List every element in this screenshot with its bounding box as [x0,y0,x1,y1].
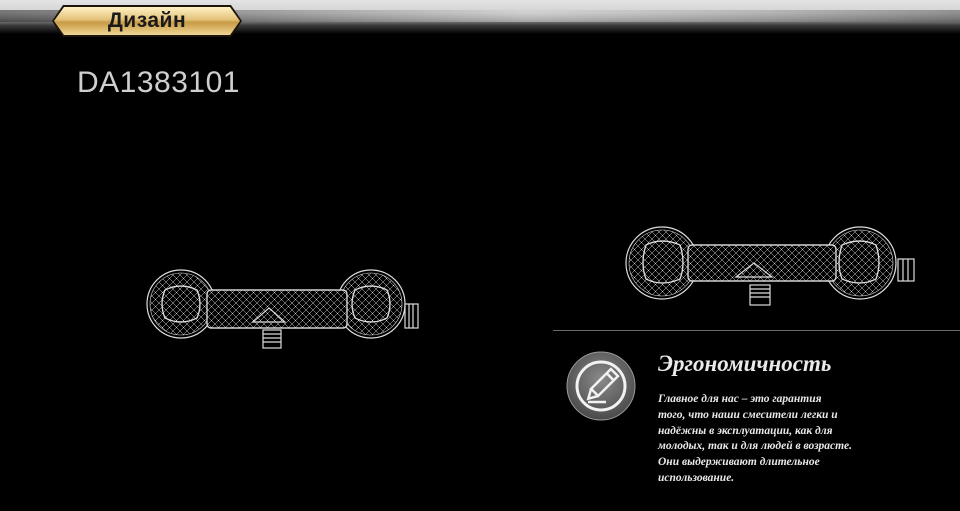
feature-text-line: молодых, так и для людей в возрасте. [658,440,852,453]
feature-description [658,392,948,487]
feature-text-line: использование. [658,471,735,484]
faucet-wireframe-angled [624,225,916,311]
feature-text-line: Они выдерживают длительное [658,456,820,469]
feature-text-line: того, что наши смесители легки и [658,408,838,421]
pencil-icon [566,351,636,421]
feature-text-line: Главное для нас – это гарантия [658,393,822,405]
model-code: DA1383101 [77,66,240,99]
section-divider [553,330,960,331]
feature-text-line: надёжны в эксплуатации, как для [658,424,833,437]
section-badge [51,4,243,38]
feature-title: Эргономичность [658,351,832,376]
section-title: Дизайн [107,9,187,32]
faucet-wireframe-front [145,268,420,352]
